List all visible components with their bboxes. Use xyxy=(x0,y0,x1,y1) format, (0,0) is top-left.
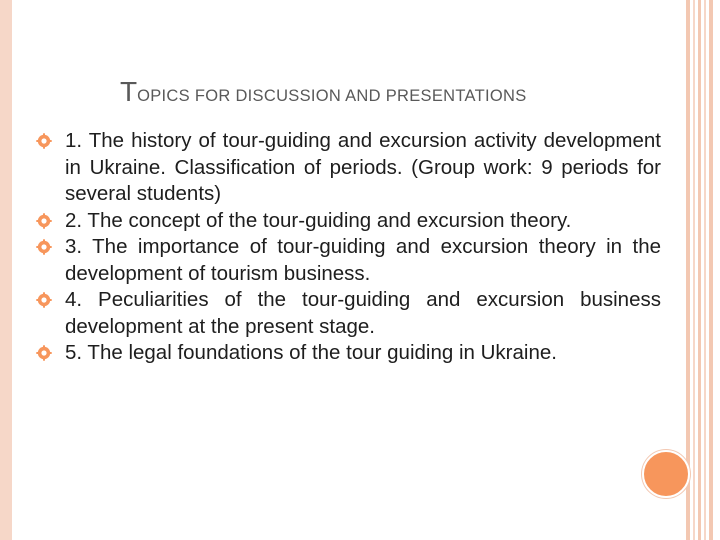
slide-title xyxy=(120,76,705,108)
decorative-circle xyxy=(642,450,690,498)
list-item xyxy=(36,208,661,235)
left-decorative-border xyxy=(0,0,12,540)
list-item xyxy=(36,340,661,367)
gear-bullet-icon xyxy=(36,292,52,308)
gear-bullet-icon xyxy=(36,239,52,255)
gear-bullet-icon xyxy=(36,345,52,361)
gear-bullet-icon xyxy=(36,213,52,229)
list-item-text: 4. Peculiarities of the tour-guiding and excursion business development at the present stage. xyxy=(65,288,661,338)
list-item xyxy=(36,128,661,208)
gear-bullet-icon xyxy=(36,133,52,149)
stripe xyxy=(709,0,713,540)
slide-title-rest: OPICS FOR DISCUSSION AND PRESENTATIONS xyxy=(137,87,527,105)
list-item-text: 1. The history of tour-guiding and excursion activity development in Ukraine. Classification of periods. (Group work: 9 periods for several students) xyxy=(65,129,661,205)
list-item-text: 5. The legal foundations of the tour guiding in Ukraine. xyxy=(65,341,557,364)
list-item-text: 2. The concept of the tour-guiding and excursion theory. xyxy=(65,208,572,232)
list-item-text: 3. The importance of tour-guiding and excursion theory in the development of tourism business. xyxy=(65,235,661,285)
list-item xyxy=(36,287,661,340)
slide-title-initial: T xyxy=(120,76,138,107)
list-item xyxy=(36,234,661,287)
topics-list xyxy=(36,128,661,367)
